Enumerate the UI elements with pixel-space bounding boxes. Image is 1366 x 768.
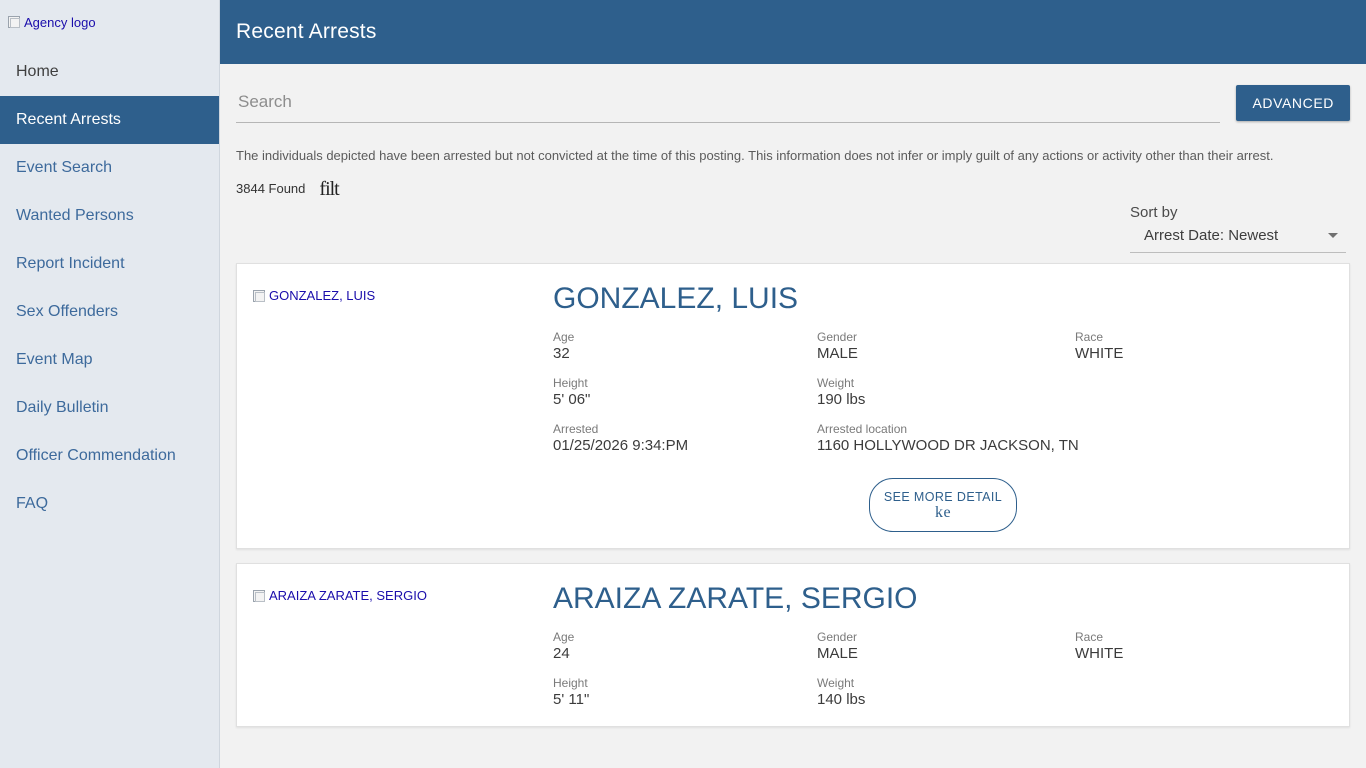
field-label: Age xyxy=(553,630,575,644)
sidebar-item-officer-commendation[interactable] xyxy=(0,432,219,480)
arrest-field-grid xyxy=(553,330,1333,456)
search-bar xyxy=(220,64,1366,142)
sidebar-nav xyxy=(0,48,219,528)
field-label: Gender xyxy=(817,630,858,644)
sidebar-item-label: Recent Arrests xyxy=(16,111,121,128)
sidebar-item-wanted-persons[interactable] xyxy=(0,192,219,240)
sidebar xyxy=(0,0,220,768)
field-value: 24 xyxy=(553,645,570,662)
field-label: Weight xyxy=(817,376,855,390)
field-weight xyxy=(817,676,1075,710)
broken-image-glyph xyxy=(8,16,20,28)
field-value: 190 lbs xyxy=(817,391,866,408)
filter-icon[interactable]: filt xyxy=(319,178,339,200)
sidebar-item-event-search[interactable] xyxy=(0,144,219,192)
sidebar-item-report-incident[interactable] xyxy=(0,240,219,288)
sidebar-item-label: Sex Offenders xyxy=(16,303,118,320)
sort-select[interactable] xyxy=(1130,227,1346,253)
field-label: Gender xyxy=(817,330,858,344)
broken-image-glyph xyxy=(253,590,265,602)
arrest-photo xyxy=(253,282,553,532)
field-height xyxy=(553,676,817,710)
page-header xyxy=(220,0,1366,64)
see-more-detail-sublabel: ke xyxy=(935,503,951,521)
see-more-detail-button[interactable] xyxy=(869,478,1017,532)
field-label: Arrested xyxy=(553,422,599,436)
arrest-details xyxy=(553,282,1333,532)
field-value: MALE xyxy=(817,645,858,662)
sidebar-item-label: Report Incident xyxy=(16,255,125,272)
arrestee-name[interactable]: ARAIZA ZARATE, SERGIO xyxy=(553,582,918,615)
sidebar-item-daily-bulletin[interactable] xyxy=(0,384,219,432)
arrest-card-list xyxy=(220,253,1366,727)
field-value: WHITE xyxy=(1075,345,1124,362)
field-value: 1160 HOLLYWOOD DR JACKSON, TN xyxy=(817,437,1079,454)
arrest-photo-alt-text: GONZALEZ, LUIS xyxy=(269,288,376,303)
field-value: 32 xyxy=(553,345,570,362)
field-spacer xyxy=(1075,676,1333,710)
search-input-wrapper xyxy=(236,84,1220,123)
sidebar-item-recent-arrests[interactable] xyxy=(0,96,219,144)
field-value: 5' 06" xyxy=(553,391,591,408)
field-label: Weight xyxy=(817,676,855,690)
page-title: Recent Arrests xyxy=(236,20,377,43)
see-more-detail-label: SEE MORE DETAIL xyxy=(883,489,1003,504)
arrestee-name[interactable]: GONZALEZ, LUIS xyxy=(553,282,799,315)
field-value: 5' 11" xyxy=(553,691,590,708)
field-label: Race xyxy=(1075,630,1104,644)
arrest-photo xyxy=(253,582,553,710)
field-race xyxy=(1075,630,1333,664)
disclaimer-text: The individuals depicted have been arrested but not convicted at the time of this posting. This information does not infer or imply guilt of any actions or activity other than their arrest. xyxy=(236,148,1274,163)
sort-label: Sort by xyxy=(1130,204,1178,221)
field-label: Arrested location xyxy=(817,422,908,436)
field-label: Height xyxy=(553,376,588,390)
sort-control xyxy=(1130,204,1346,253)
agency-logo-alt-text: Agency logo xyxy=(24,14,96,30)
field-value: 140 lbs xyxy=(817,691,866,708)
main-content xyxy=(220,0,1366,768)
broken-image-glyph xyxy=(253,290,265,302)
field-age xyxy=(553,330,817,364)
sidebar-item-event-map[interactable] xyxy=(0,336,219,384)
sidebar-item-label: Daily Bulletin xyxy=(16,399,109,416)
sort-row xyxy=(220,196,1366,253)
advanced-search-button[interactable]: ADVANCED xyxy=(1236,85,1350,121)
field-age xyxy=(553,630,817,664)
arrest-card[interactable] xyxy=(236,263,1350,549)
sidebar-item-faq[interactable] xyxy=(0,480,219,528)
sidebar-item-label: Event Map xyxy=(16,351,93,368)
field-label: Height xyxy=(553,676,588,690)
field-gender xyxy=(817,630,1075,664)
sidebar-item-label: Officer Commendation xyxy=(16,447,176,464)
sidebar-item-home[interactable] xyxy=(0,48,219,96)
sidebar-item-label: Wanted Persons xyxy=(16,207,134,224)
sidebar-item-label: Home xyxy=(16,63,59,80)
detail-button-wrapper xyxy=(553,478,1333,532)
sidebar-item-sex-offenders[interactable] xyxy=(0,288,219,336)
arrest-photo-alt-text: ARAIZA ZARATE, SERGIO xyxy=(269,588,427,603)
chevron-down-icon xyxy=(1328,233,1338,238)
agency-logo[interactable] xyxy=(0,0,219,38)
field-gender xyxy=(817,330,1075,364)
field-value: WHITE xyxy=(1075,645,1124,662)
broken-image-icon xyxy=(253,288,375,303)
results-summary xyxy=(220,163,1366,200)
sort-selected-value: Arrest Date: Newest xyxy=(1144,227,1279,244)
field-arrested xyxy=(553,422,817,456)
sidebar-item-label: Event Search xyxy=(16,159,113,176)
field-value: MALE xyxy=(817,345,858,362)
field-arrested-location xyxy=(817,422,1333,456)
broken-image-icon xyxy=(253,588,427,603)
field-height xyxy=(553,376,817,410)
field-value: 01/25/2026 9:34:PM xyxy=(553,437,689,454)
arrest-card[interactable] xyxy=(236,563,1350,727)
field-race xyxy=(1075,330,1333,364)
field-label: Race xyxy=(1075,330,1104,344)
search-input[interactable] xyxy=(236,84,1220,123)
arrest-details xyxy=(553,582,1333,710)
sidebar-item-label: FAQ xyxy=(16,495,49,512)
field-spacer xyxy=(1075,376,1333,410)
field-weight xyxy=(817,376,1075,410)
results-count: 3844 Found xyxy=(236,181,306,196)
broken-image-icon xyxy=(8,15,96,30)
arrest-field-grid xyxy=(553,630,1333,710)
field-label: Age xyxy=(553,330,575,344)
